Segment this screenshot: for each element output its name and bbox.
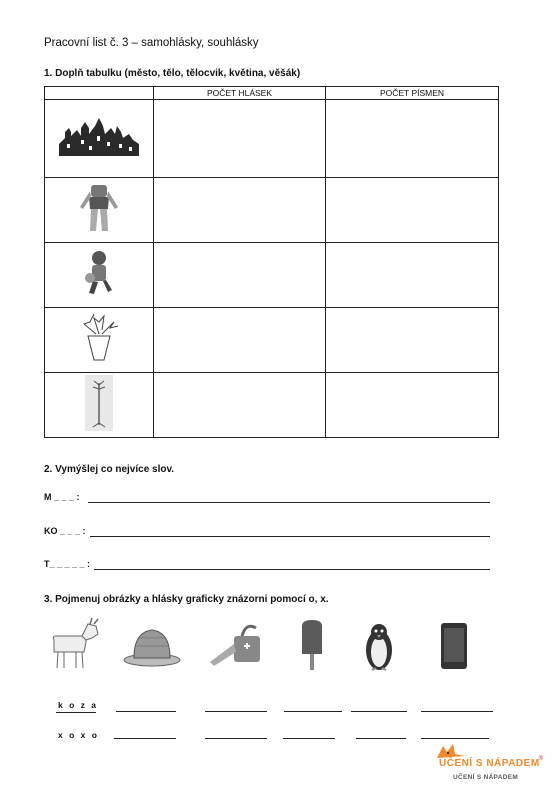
header-image [45,87,154,100]
answer-line-pattern-6[interactable] [421,738,489,739]
cell-pismena-1[interactable] [326,100,499,178]
registered-mark: ® [538,756,543,762]
example-word: k o z a [58,700,98,710]
word-line-m[interactable] [88,502,490,503]
goat-icon [46,618,104,674]
word-line-t-label: T_ _ _ _ _ : [44,559,91,569]
answer-line-word-3[interactable] [205,711,267,712]
answer-line-pattern-5[interactable] [356,738,406,739]
example-pattern: x o x o [58,730,99,740]
cell-hlasky-5[interactable] [154,373,326,438]
table-row [45,100,499,178]
header-pocet-hlasek: POČET HLÁSEK [154,87,326,100]
penguin-icon [358,620,400,674]
answer-line-pattern-2[interactable] [114,738,176,739]
answer-line-pattern-4[interactable] [283,738,335,739]
coat-rack-icon [45,373,154,438]
task1-heading: 1. Doplň tabulku (město, tělo, tělocvik, květina, věšák) [44,68,301,79]
table-row [45,373,499,438]
cell-pismena-3[interactable] [326,243,499,308]
table-row [45,308,499,373]
logo-text: UČENÍ S NÁPADEM [439,758,540,769]
cell-hlasky-4[interactable] [154,308,326,373]
body-icon [45,178,154,243]
answer-line-word-4[interactable] [284,711,342,712]
child-icon [45,243,154,308]
task3-heading: 3. Pojmenuj obrázky a hlásky graficky znázorni pomocí o, x. [44,594,329,605]
logo [425,742,545,792]
cell-hlasky-3[interactable] [154,243,326,308]
example-word-underline [56,712,96,713]
word-line-ko[interactable] [90,536,490,537]
answer-line-pattern-3[interactable] [205,738,267,739]
table-row [45,243,499,308]
cell-pismena-2[interactable] [326,178,499,243]
phone-icon [440,622,468,670]
task1-table [44,86,499,438]
watering-can-icon [206,618,268,672]
table-row [45,178,499,243]
logo-subtext: UČENÍ S NÁPADEM [453,774,519,781]
word-line-ko-label: KO _ _ _ : [44,526,86,536]
cell-pismena-5[interactable] [326,373,499,438]
word-line-t[interactable] [94,569,490,570]
cell-hlasky-1[interactable] [154,100,326,178]
flower-vase-icon [45,308,154,373]
town-icon [45,100,154,178]
table-header-row [45,87,499,100]
word-line-m-label: M _ _ _ : [44,492,80,502]
page-title: Pracovní list č. 3 – samohlásky, souhlásky [44,37,259,49]
header-pocet-pismen: POČET PÍSMEN [326,87,499,100]
cell-pismena-4[interactable] [326,308,499,373]
answer-line-word-6[interactable] [421,711,493,712]
task2-heading: 2. Vymýšlej co nejvíce slov. [44,464,175,475]
ice-cream-icon [298,620,326,672]
answer-line-word-2[interactable] [116,711,176,712]
answer-line-word-5[interactable] [351,711,407,712]
hat-icon [122,624,182,668]
cell-hlasky-2[interactable] [154,178,326,243]
